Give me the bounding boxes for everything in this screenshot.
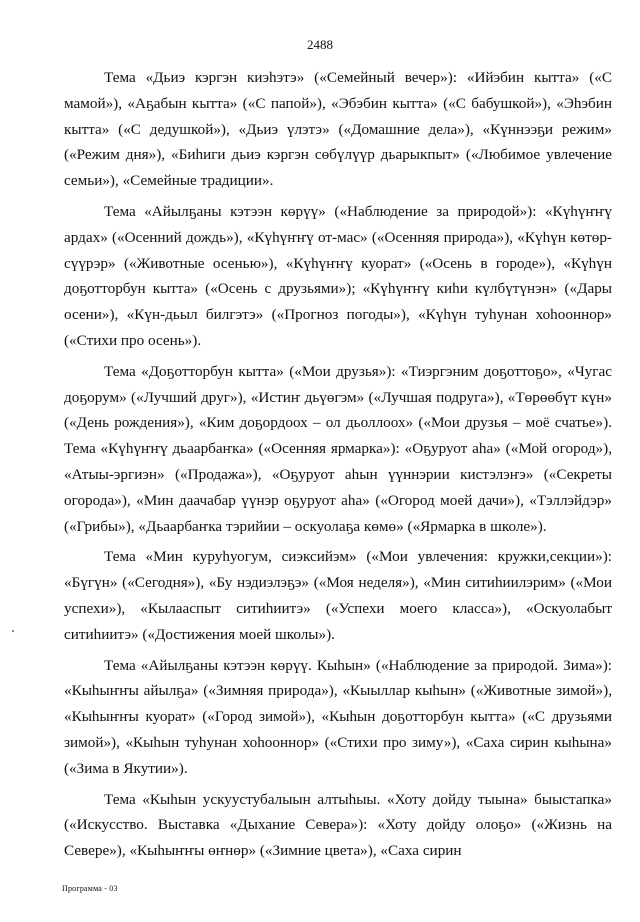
paragraph-winter-nature: Тема «Айылҕаны кэтээн көрүү. Кыһын» («Наблюдение за природой. Зима»): «Кыһыҥҥы айылҕа» («Зимняя природа»), «Кыыллар кыһын» («Животные зимой»), «Кыһыҥҥы куорат» («Город зимой»), «Кыһын доҕотторбун кытта» («С друзьями зимой»), «Кыһын туһунан хоһооннор» («Стихи про зиму»), «Саха сирин кыһына» («Зима в Якутии»). xyxy=(64,656,612,777)
page-number: 2488 xyxy=(307,37,333,52)
paragraph-winter-art: Тема «Кыһын ускуустубалыын алтыһыы. «Хоту дойду тыына» быыстапка» («Искусство. Выставка «Дыхание Севера»): «Хоту дойду олоҕо» («Жизнь на Севере»), «Кыһыҥҥы өҥнөр» («Зимние цвета»), «Саха сирин xyxy=(64,790,612,860)
paragraph-family-evening: Тема «Дьиэ кэргэн киэһэтэ» («Семейный вечер»): «Ийэбин кытта» («С мамой»), «Аҕабын кытта» («С папой»), «Эбэбин кытта» («С бабушкой»), «Эһэбин кытта» («С дедушкой»), «Дьиэ үлэтэ» («Домашние дела»), «Күннээҕи режим» («Режим дня»), «Биһиги дьиэ кэргэн сөбүлүүр дьарыкпыт» («Любимое увлечение семьи»), «Семейные традиции». xyxy=(64,69,612,190)
body-text xyxy=(64,65,612,869)
page-footer: Программа - 03 xyxy=(62,884,118,893)
paragraph-autumn-nature: Тема «Айылҕаны кэтээн көрүү» («Наблюдение за природой»): «Күһүҥҥү ардах» («Осенний дождь»), «Күһүҥҥү от-мас» («Осенняя природа»), «Күһүн көтөр-сүүрэр» («Животные осенью»), «Күһүҥҥү куорат» («Осень в городе»), «Күһүн доҕотторбун кытта» («Осень с друзьями»); «Күһүҥҥү киһи күлбүтүнэн» («Дары осени»), «Күн-дьыл билгэтэ» («Прогноз погоды»), «Күһүн туһунан хоһооннор» («Стихи про осень»). xyxy=(64,202,612,349)
scan-speck xyxy=(12,630,14,632)
paragraph-friends: Тема «Доҕотторбун кытта» («Мои друзья»): «Тиэргэним доҕоттоҕо», «Чугас доҕорум» («Лучший друг»), «Истиҥ дьүөгэм» («Лучшая подруга»), «Төрөөбүт күн» («День рождения»), «Ким доҕордоох – ол дьоллоох» («Мои друзья – моё счатье»). Тема «Күһүҥҥү дьаарбаҥка» («Осенняя ярмарка»): «Оҕуруот аһа» («Мой огород»), «Атыы-эргиэн» («Продажа»), «Оҕуруот аһын үүннэрии кистэлэҥэ» («Секреты огорода»), «Мин даачабар үүнэр оҕуруот аһа» («Огород моей дачи»), «Тэллэйдэр» («Грибы»), «Дьаарбаҥка тэрийии – оскуолаҕа көмө» («Ярмарка в школе»). xyxy=(64,362,612,535)
paragraph-hobbies: Тема «Мин куруһуогум, сиэксийэм» («Мои увлечения: кружки,секции»): «Бүгүн» («Сегодня»), «Бу нэдиэлэҕэ» («Моя неделя»), «Мин ситиһиилэрим» («Мои успехи»), «Кылааспыт ситиһиитэ» («Успехи моего класса»), «Оскуолабыт ситиһиитэ» («Достижения моей школы»). xyxy=(64,548,612,643)
